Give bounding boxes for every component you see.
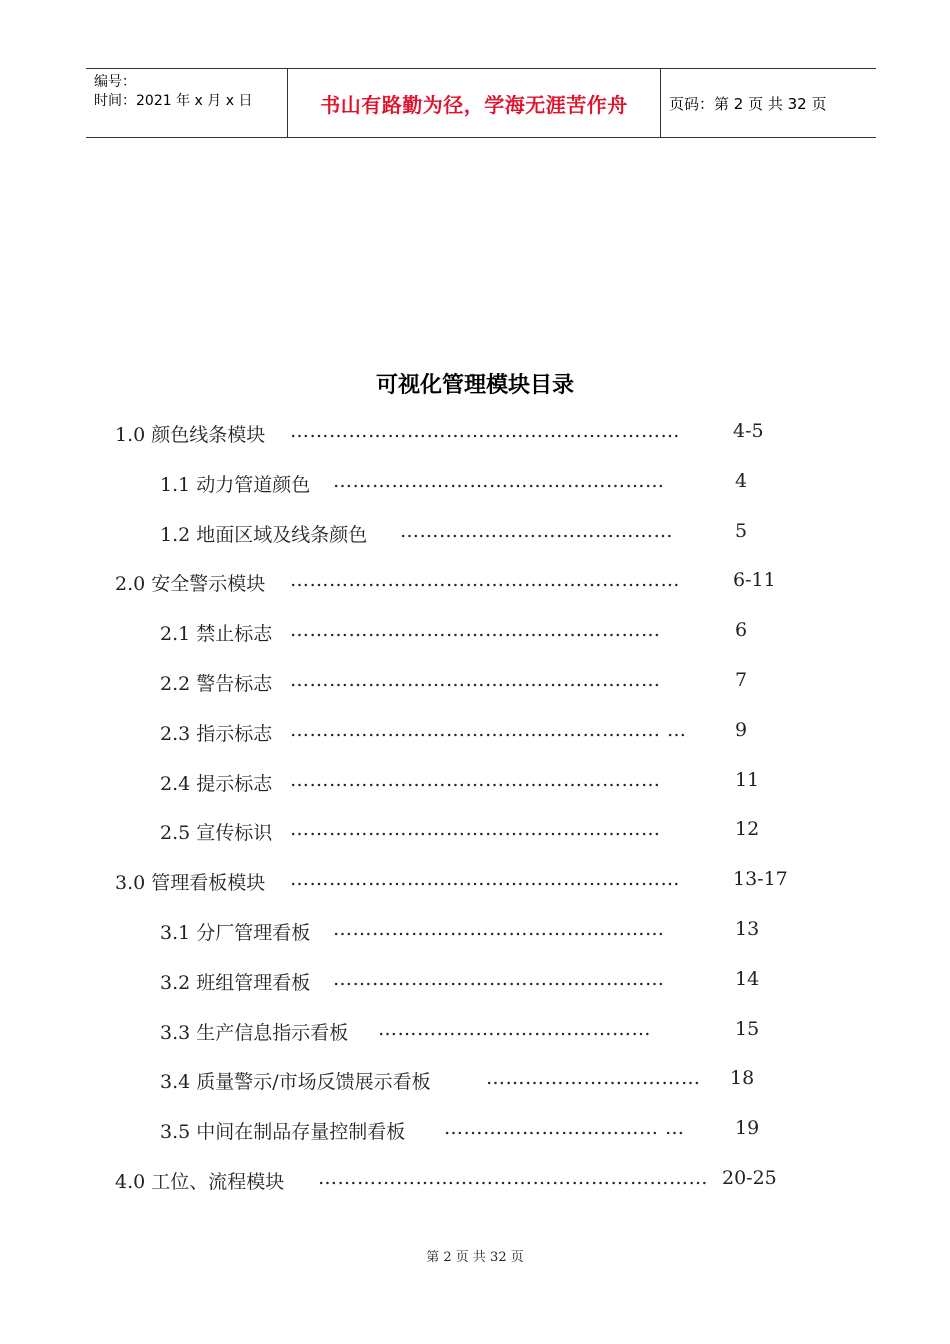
toc-entry-label: 1.1 动力管道颜色: [160, 473, 311, 496]
toc-entry-page: 20-25: [722, 1167, 777, 1189]
toc-entry-page: 12: [735, 818, 760, 841]
toc-entry: [160, 520, 800, 550]
toc-entry-label: 4.0 工位、流程模块: [115, 1171, 285, 1193]
toc-entry: [160, 1018, 800, 1048]
toc-entry: [160, 918, 800, 948]
toc-entry-page: 5: [735, 519, 748, 542]
toc-entry: [160, 769, 800, 799]
toc-entry-page: 9: [735, 718, 748, 741]
header-meta-cell: [86, 69, 288, 137]
toc-entry-label: 2.1 禁止标志: [160, 623, 273, 646]
toc-entry-page: 6-11: [733, 569, 776, 592]
toc-entry-leader: ………………………………………………… …: [290, 718, 687, 741]
toc-entry-page: 13-17: [733, 868, 788, 891]
toc-entry: [160, 619, 800, 649]
toc-entry: [115, 420, 800, 450]
toc-entry-page: 13: [735, 918, 760, 940]
toc-entry-leader: …………………………………………………: [290, 669, 661, 691]
toc-entry-page: 15: [735, 1017, 760, 1040]
toc-entry-label: 2.2 警告标志: [160, 673, 273, 695]
toc-entry-page: 4: [735, 469, 748, 492]
toc-entry: [160, 818, 800, 848]
header-motto-cell: [288, 69, 661, 137]
toc-entry-label: 3.3 生产信息指示看板: [160, 1021, 349, 1044]
motto-text: 书山有路勤为径，学海无涯苦作舟: [320, 92, 628, 117]
toc-entry-page: 11: [735, 768, 760, 791]
toc-entry-leader: ……………………………………………………: [290, 420, 680, 442]
toc-entry-leader: …………………………………………………: [290, 768, 661, 791]
page-info: 页码：第 2 页 共 32 页: [669, 94, 827, 113]
toc-entry-page: 18: [730, 1067, 755, 1090]
page-title: 可视化管理模块目录: [375, 373, 574, 398]
toc-entry: [160, 1117, 800, 1147]
toc-entry-label: 3.2 班组管理看板: [160, 971, 311, 994]
toc-entry-leader: ……………………………………: [400, 519, 673, 542]
toc-entry-label: 3.4 质量警示/市场反馈展示看板: [160, 1071, 431, 1094]
toc-entry: [115, 569, 800, 599]
header-page-cell: [661, 69, 876, 137]
toc-entry-leader: ……………………………………………………: [290, 868, 680, 891]
toc-entry: [115, 1167, 800, 1197]
toc-entry-leader: ……………………………………: [378, 1017, 651, 1040]
toc-entry-leader: …………………………………………………: [290, 818, 661, 841]
toc-entry-label: 2.4 提示标志: [160, 772, 273, 795]
toc-entry-page: 4-5: [733, 420, 764, 442]
page-footer: 第 2 页 共 32 页: [426, 1250, 524, 1265]
toc-entry-leader: ……………………………………………………: [290, 569, 680, 592]
toc-entry-page: 6: [735, 619, 748, 642]
toc-entry-page: 14: [735, 967, 760, 990]
toc-entry: [160, 968, 800, 998]
number-label: 编号：: [94, 74, 136, 90]
toc-entry-label: 2.5 宣传标识: [160, 822, 273, 845]
toc-entry-label: 2.3 指示标志: [160, 722, 273, 745]
toc-entry: [160, 669, 800, 699]
toc-entry-label: 3.5 中间在制品存量控制看板: [160, 1121, 406, 1144]
toc-entry-label: 2.0 安全警示模块: [115, 573, 266, 596]
time-label: 时间：2021 年 x 月 x 日: [94, 93, 253, 109]
toc-entry: [160, 1067, 800, 1097]
toc-entry-leader: …………………………… …: [444, 1117, 685, 1140]
toc-entry: [160, 470, 800, 500]
document-header: [86, 68, 876, 138]
toc-entry-label: 1.2 地面区域及线条颜色: [160, 523, 368, 546]
toc-entry-leader: ……………………………………………: [333, 918, 665, 940]
toc-entry-leader: ……………………………………………: [333, 469, 665, 492]
toc-entry-leader: ……………………………………………………: [318, 1167, 708, 1189]
toc-entry-label: 1.0 颜色线条模块: [115, 424, 266, 446]
toc-entry-leader: ……………………………: [486, 1067, 701, 1090]
toc-entry-label: 3.1 分厂管理看板: [160, 922, 311, 944]
toc-entry-page: 19: [735, 1117, 760, 1140]
toc-entry-page: 7: [735, 669, 748, 691]
toc-entry: [115, 868, 800, 898]
toc-entry-label: 3.0 管理看板模块: [115, 872, 266, 895]
toc-entry-leader: ……………………………………………: [333, 967, 665, 990]
toc-entry: [160, 719, 800, 749]
toc-entry-leader: …………………………………………………: [290, 619, 661, 642]
